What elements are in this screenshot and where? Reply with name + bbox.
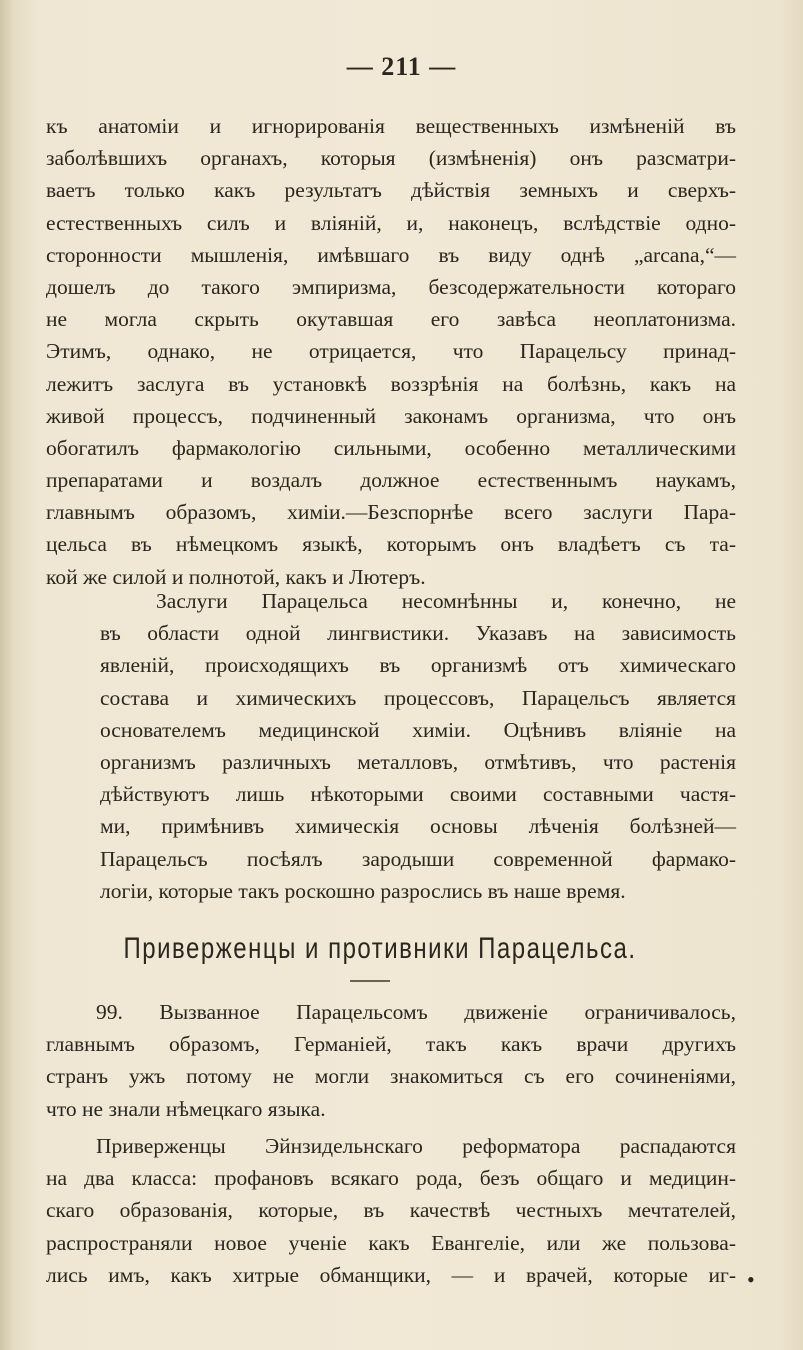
text-line: распространяли новое ученіе какъ Евангеліе, или же пользова- (46, 1230, 736, 1255)
page-number: — 211 — (346, 52, 457, 81)
text-line: главнымъ образомъ, химіи.—Безспорнѣе всего заслуги Пара- (46, 500, 736, 525)
text-line: странъ ужъ потому не могли знакомиться съ его сочиненіями, (46, 1064, 736, 1089)
paragraph-2 (100, 585, 736, 907)
paragraph-1 (46, 110, 736, 593)
text-line: кой же силой и полнотой, какъ и Лютеръ. (46, 564, 426, 589)
text-line: основателемъ медицинской химіи. Оцѣнивъ вліяніе на (100, 717, 736, 742)
text-line: цельса въ нѣмецкомъ языкѣ, которымъ онъ владѣетъ съ та- (46, 532, 736, 557)
text-line: сторонности мышленія, имѣвшаго въ виду однѣ „arcana,“— (46, 242, 736, 267)
text-line: Этимъ, однако, не отрицается, что Парацельсу принад- (46, 339, 736, 364)
paragraph-4 (46, 1130, 736, 1291)
text-line: скаго образованія, которые, въ качествѣ честныхъ мечтателей, (46, 1198, 736, 1223)
text-line: логіи, которые такъ роскошно разрослись въ наше время. (100, 878, 626, 903)
text-line: ваетъ только какъ результатъ дѣйствія земныхъ и сверхъ- (46, 178, 736, 203)
section-heading: Приверженцы и противники Парацельса. (123, 931, 637, 966)
text-line: лежитъ заслуга въ установкѣ воззрѣнія на болѣзнь, какъ на (46, 371, 736, 396)
text-line: въ области одной лингвистики. Указавъ на зависимость (100, 621, 736, 646)
text-line: обогатилъ фармакологію сильными, особенно металлическими (46, 435, 736, 460)
text-line: живой процессъ, подчиненный законамъ организма, что онъ (46, 403, 736, 428)
text-line: естественныхъ силъ и вліяній, и, наконецъ, вслѣдствіе одно- (46, 210, 736, 235)
text-line: 99. Вызванное Парацельсомъ движеніе ограничивалось, (96, 1000, 736, 1024)
paragraph-3 (46, 996, 736, 1125)
heading-divider (350, 980, 390, 982)
text-line: дошелъ до такого эмпиризма, безсодержательности котораго (46, 274, 736, 299)
text-line: состава и химическихъ процессовъ, Парацельсъ является (100, 685, 736, 710)
text-line: на два класса: профановъ всякаго рода, безъ общаго и медицин- (46, 1166, 736, 1191)
text-line: заболѣвшихъ органахъ, которыя (измѣненія) онъ разсматри- (46, 146, 736, 171)
text-line: что не знали нѣмецкаго языка. (46, 1096, 326, 1121)
text-line: Парацельсъ посѣялъ зародыши современной фармако- (100, 846, 736, 871)
text-line: не могла скрыть окутавшая его завѣса неоплатонизма. (46, 307, 736, 332)
text-line: лись имъ, какъ хитрые обманщики, — и врачей, которые иг- (46, 1262, 736, 1287)
text-line: ми, примѣнивъ химическія основы лѣченія болѣзней— (100, 814, 736, 839)
text-line: Заслуги Парацельса несомнѣнны и, конечно, не (156, 589, 736, 613)
text-line: препаратами и воздалъ должное естественнымъ наукамъ, (46, 468, 736, 493)
margin-mark: • (747, 1267, 755, 1292)
text-line: Приверженцы Эйнзидельнскаго реформатора распадаются (96, 1134, 736, 1158)
text-line: явленій, происходящихъ въ организмѣ отъ химическаго (100, 653, 736, 678)
text-line: организмъ различныхъ металловъ, отмѣтивъ, что растенія (100, 749, 736, 774)
text-line: къ анатоміи и игнорированія вещественныхъ измѣненій въ (46, 114, 736, 138)
text-line: дѣйствуютъ лишь нѣкоторыми своими составными частя- (100, 782, 736, 807)
text-line: главнымъ образомъ, Германіей, такъ какъ врачи другихъ (46, 1032, 736, 1057)
